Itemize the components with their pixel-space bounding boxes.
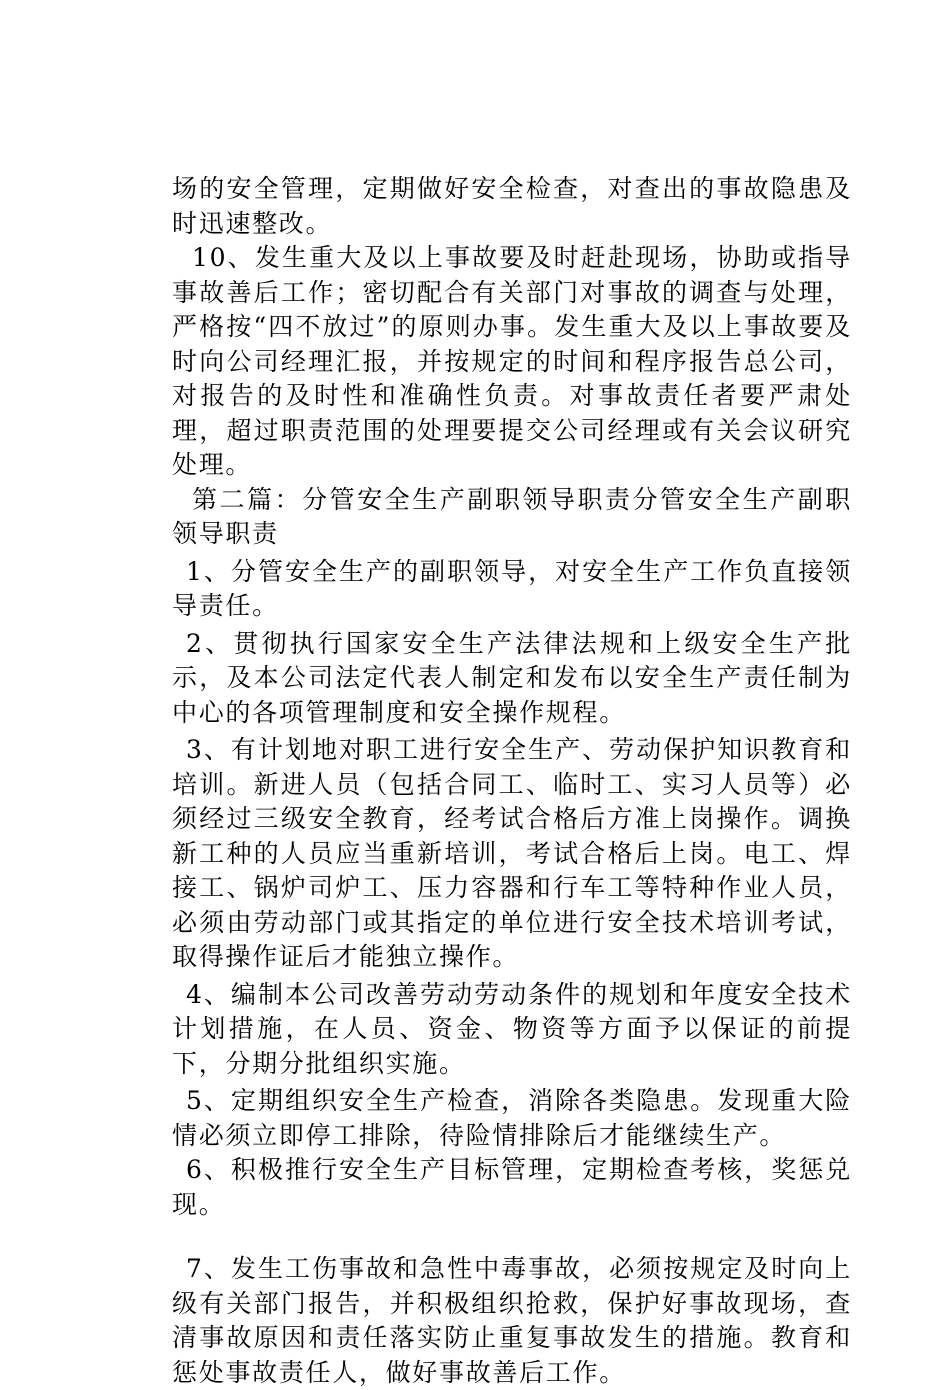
paragraph-item-2: 2、贯彻执行国家安全生产法律法规和上级安全生产批示，及本公司法定代表人制定和发布以安全生产责任制为中心的各项管理制度和安全操作规程。: [172, 628, 852, 727]
paragraph-item-1: 1、分管安全生产的副职领导，对安全生产工作负直接领导责任。: [172, 556, 852, 620]
paragraph-continued: 场的安全管理，定期做好安全检查，对查出的事故隐患及时迅速整改。: [172, 174, 852, 238]
document-body: [172, 172, 852, 1390]
paragraph-item-3: 3、有计划地对职工进行安全生产、劳动保护知识教育和培训。新进人员（包括合同工、临时工、实习人员等）必须经过三级安全教育，经考试合格后方准上岗操作。调换新工种的人员应当重新培训，考试合格后上岗。电工、焊接工、锅炉司炉工、压力容器和行车工等特种作业人员，必须由劳动部门或其指定的单位进行安全技术培训考试，取得操作证后才能独立操作。: [172, 735, 852, 971]
paragraph-item-10: 10、发生重大及以上事故要及时赶赴现场，协助或指导事故善后工作；密切配合有关部门对事故的调查与处理，严格按“四不放过”的原则办事。发生重大及以上事故要及时向公司经理汇报，并按规定的时间和程序报告总公司，对报告的及时性和准确性负责。对事故责任者要严肃处理，超过职责范围的处理要提交公司经理或有关会议研究处理。: [172, 243, 852, 479]
section-heading: 第二篇：分管安全生产副职领导职责分管安全生产副职领导职责: [172, 484, 852, 548]
paragraph-item-7: 7、发生工伤事故和急性中毒事故，必须按规定及时向上级有关部门报告，并积极组织抢救，保护好事故现场，查清事故原因和责任落实防止重复事故发生的措施。教育和惩处事故责任人，做好事故善后工作。: [172, 1254, 852, 1387]
paragraph-item-4: 4、编制本公司改善劳动劳动条件的规划和年度安全技术计划措施，在人员、资金、物资等方面予以保证的前提下，分期分批组织实施。: [172, 979, 852, 1078]
paragraph-item-5: 5、定期组织安全生产检查，消除各类隐患。发现重大险情必须立即停工排除，待险情排除后才能继续生产。: [172, 1086, 852, 1150]
paragraph-item-6: 6、积极推行安全生产目标管理，定期检查考核，奖惩兑现。: [172, 1155, 852, 1219]
